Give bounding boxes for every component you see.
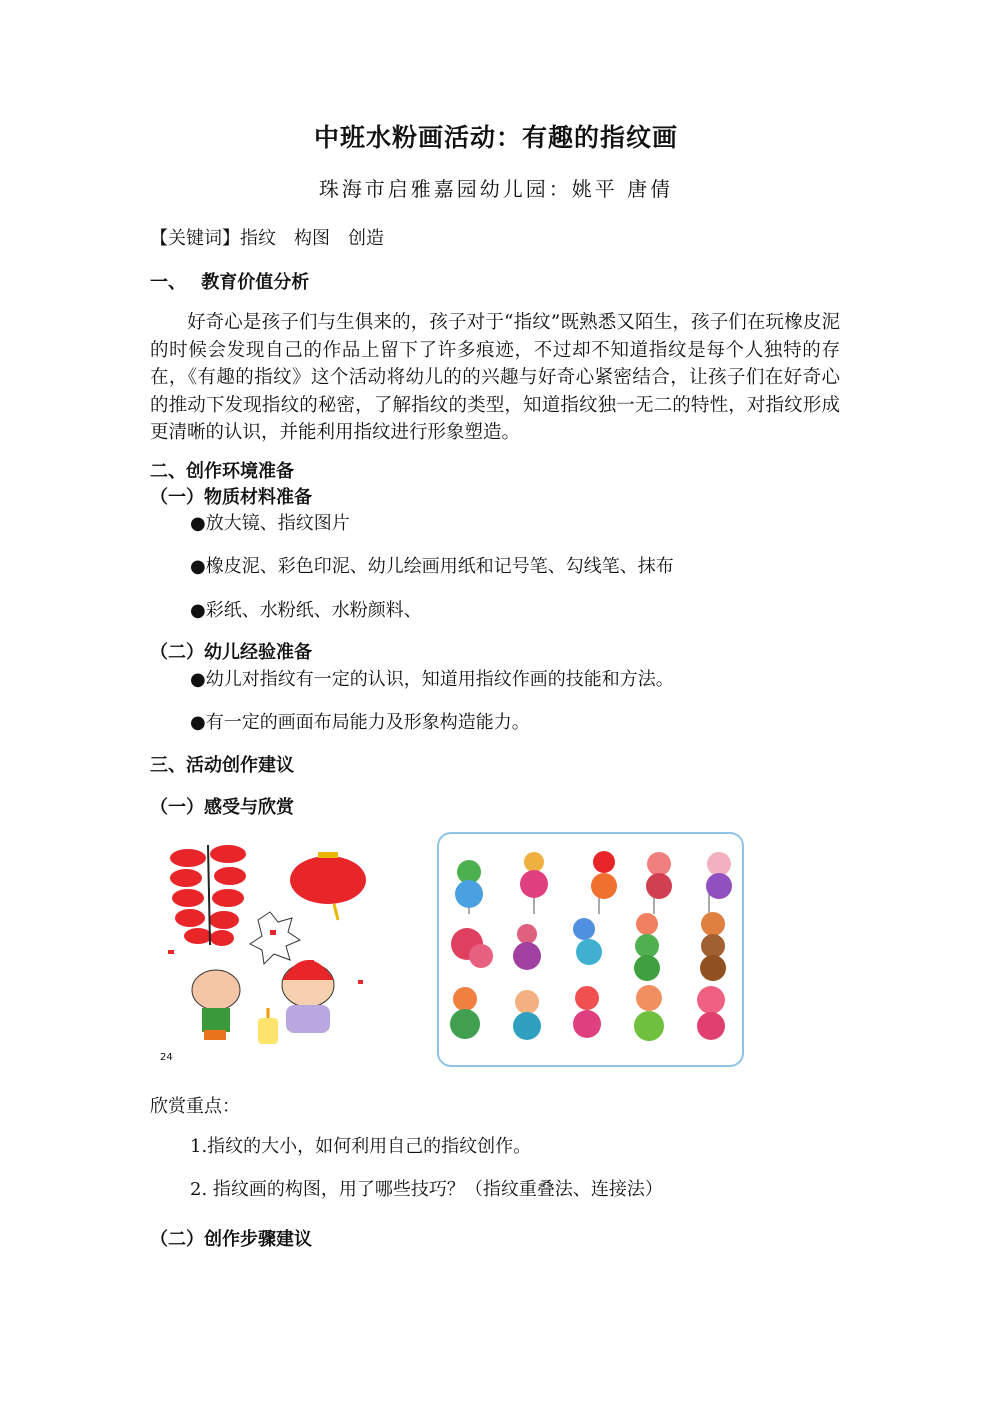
firecracker-illustration xyxy=(158,840,380,1068)
fingerprint-characters-illustration xyxy=(437,832,744,1067)
keywords-label: 【关键词】 xyxy=(150,228,240,249)
firecracker-drawing xyxy=(158,840,380,1068)
section2-heading: 二、创作环境准备 xyxy=(150,461,294,482)
section3-heading: 三、活动创作建议 xyxy=(150,755,294,776)
author-line: 珠海市启雅嘉园幼儿园：姚平 唐倩 xyxy=(318,177,674,201)
keywords-items: 指纹 构图 创造 xyxy=(240,228,384,249)
section1-paragraph: 好奇心是孩子们与生俱来的，孩子对于“指纹”既熟悉又陌生，孩子们在玩橡皮泥的时候会发现自己的作品上留下了许多痕迹，不过却不知道指纹是每个人独特的存在，《有趣的指纹》这个活动将幼儿的的兴趣与好奇心紧密结合，让孩子们在好奇心的推动下发现指纹的秘密，了解指纹的类型，知道指纹独一无二的特性，对指纹形成更清晰的认识，并能利用指纹进行形象塑造。 xyxy=(150,312,840,443)
section1-heading: 一、 教育价值分析 xyxy=(150,272,310,293)
section2-sub1-heading: （一）物质材料准备 xyxy=(150,487,312,508)
appreciation-point: 1.指纹的大小，如何利用自己的指纹创作。 xyxy=(190,1136,532,1157)
page-title: 中班水粉画活动：有趣的指纹画 xyxy=(313,123,678,152)
appreciation-label: 欣赏重点： xyxy=(150,1096,240,1117)
keywords-line xyxy=(150,224,384,250)
experience-bullet: ●有一定的画面布局能力及形象构造能力。 xyxy=(190,712,530,733)
figure-page-number: 24 xyxy=(160,1052,173,1063)
material-bullet: ●彩纸、水粉纸、水粉颜料、 xyxy=(190,600,422,621)
fingerprint-characters-drawing xyxy=(439,834,742,1065)
appreciation-point: 2. 指纹画的构图，用了哪些技巧？（指纹重叠法、连接法） xyxy=(190,1179,663,1200)
material-bullet: ●橡皮泥、彩色印泥、幼儿绘画用纸和记号笔、勾线笔、抹布 xyxy=(190,556,674,577)
section3-sub2-heading: （二）创作步骤建议 xyxy=(150,1229,312,1250)
material-bullet: ●放大镜、指纹图片 xyxy=(190,513,350,534)
section3-sub1-heading: （一）感受与欣赏 xyxy=(150,797,294,818)
experience-bullet: ●幼儿对指纹有一定的认识，知道用指纹作画的技能和方法。 xyxy=(190,669,674,690)
section2-sub2-heading: （二）幼儿经验准备 xyxy=(150,642,312,663)
